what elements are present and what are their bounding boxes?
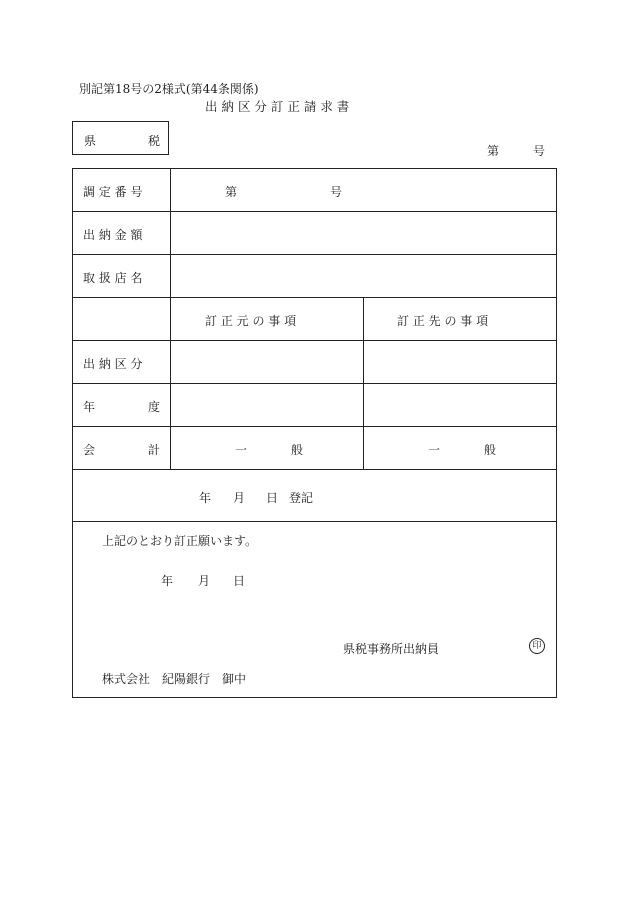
row-divider — [73, 426, 556, 427]
label-column-divider — [170, 169, 171, 469]
account-after-left: 一 — [428, 443, 441, 457]
request-date-day: 日 — [233, 574, 246, 588]
account-label-left: 会 — [83, 443, 96, 457]
row-divider — [73, 469, 556, 470]
row-divider — [73, 254, 556, 255]
seal-icon: 印 — [529, 638, 545, 654]
adjustment-number-prefix: 第 — [225, 185, 238, 199]
page-title: 出 納 区 分 訂 正 請 求 書 — [205, 99, 350, 114]
document-number-suffix: 号 — [533, 144, 546, 158]
request-statement: 上記のとおり訂正願います。 — [102, 534, 258, 548]
adjustment-number-suffix: 号 — [330, 185, 343, 199]
before-after-divider — [363, 297, 364, 469]
correction-request-form — [72, 168, 557, 698]
amount-label: 出 納 金 額 — [83, 228, 143, 242]
account-label-right: 計 — [148, 443, 161, 457]
tax-box-right-char: 税 — [148, 134, 161, 148]
row-divider — [73, 340, 556, 341]
account-after-right: 般 — [484, 443, 497, 457]
official-title: 県税事務所出納員 — [343, 642, 440, 656]
registration-day: 日 — [266, 491, 279, 505]
branch-label: 取 扱 店 名 — [83, 271, 143, 285]
row-divider — [73, 297, 556, 298]
request-date-month: 月 — [198, 574, 211, 588]
account-before-right: 般 — [291, 443, 304, 457]
document-number-prefix: 第 — [487, 144, 500, 158]
account-before-left: 一 — [235, 443, 248, 457]
fiscal-year-label-right: 度 — [148, 400, 161, 414]
form-reference: 別記第18号の2様式(第44条関係) — [79, 82, 259, 96]
fiscal-year-label-left: 年 — [83, 400, 96, 414]
addressee: 株式会社 紀陽銀行 御中 — [102, 672, 247, 686]
request-date-year: 年 — [161, 574, 174, 588]
after-column-header: 訂 正 先 の 事 項 — [397, 314, 489, 328]
category-label: 出 納 区 分 — [83, 357, 143, 371]
row-divider — [73, 383, 556, 384]
registration-month: 月 — [233, 491, 246, 505]
row-divider — [73, 521, 556, 522]
adjustment-number-label: 調 定 番 号 — [83, 185, 143, 199]
registration-year: 年 — [199, 491, 212, 505]
before-column-header: 訂 正 元 の 事 項 — [205, 314, 297, 328]
registration-suffix: 登記 — [289, 491, 314, 505]
row-divider — [73, 211, 556, 212]
tax-box-left-char: 県 — [84, 134, 97, 148]
prefectural-tax-box — [72, 121, 169, 155]
